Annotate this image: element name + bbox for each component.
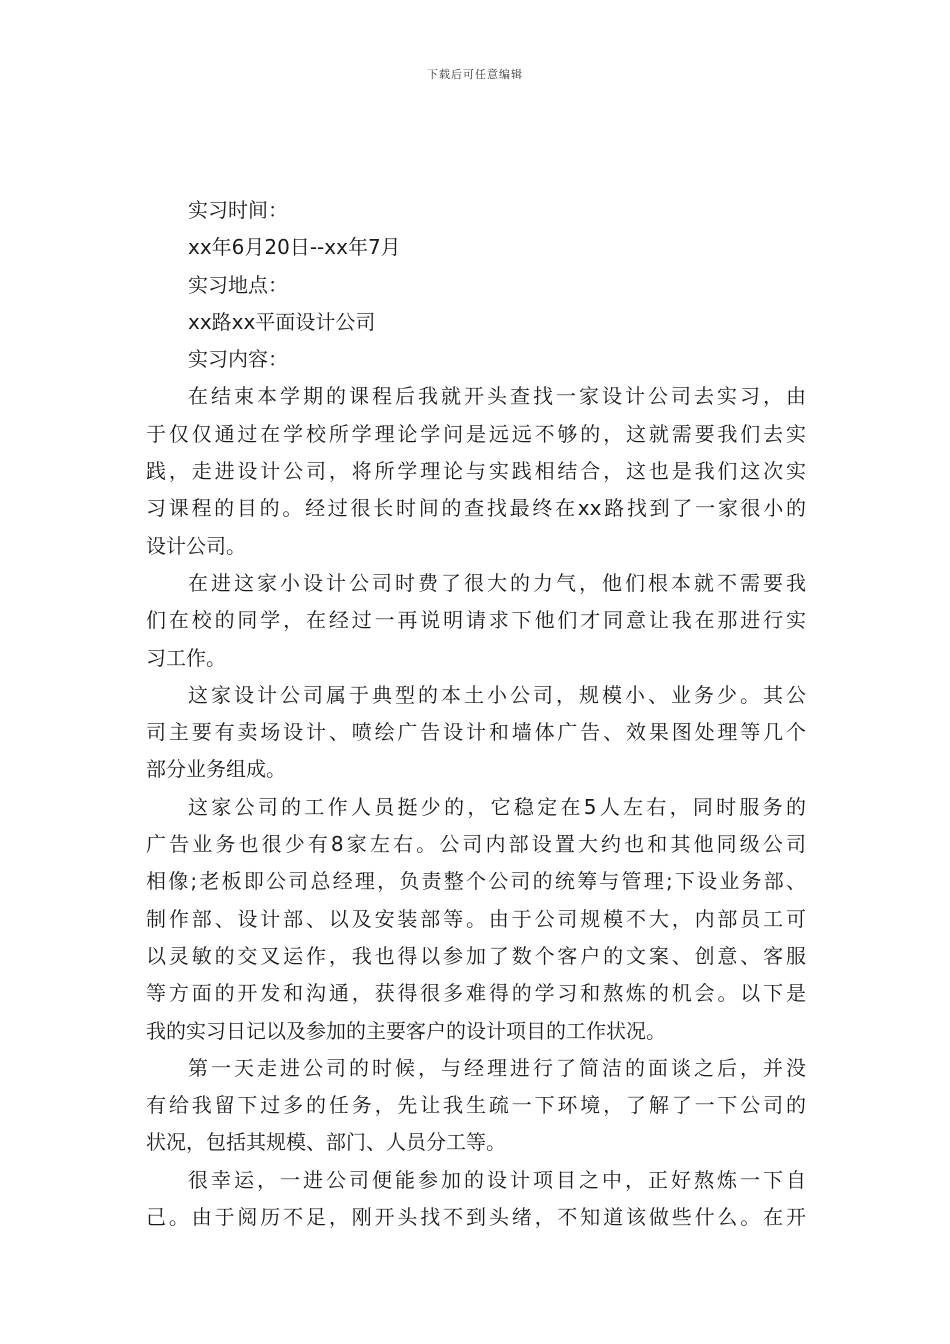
text-line: 习课程的目的。经过很长时间的查找最终在xx路找到了一家很小的 <box>146 496 806 521</box>
page-header: 下载后可任意编辑 <box>427 68 523 81</box>
text-line: 实习内容： <box>188 347 288 372</box>
text-line: 部分业务组成。 <box>146 757 286 782</box>
text-line: 制作部、设计部、以及安装部等。由于公司规模不大，内部员工可 <box>146 906 806 931</box>
text-line: 司主要有卖场设计、喷绘广告设计和墙体广告、效果图处理等几个 <box>146 720 806 745</box>
text-line: xx年6月20日--xx年7月 <box>188 235 401 260</box>
text-line: 于仅仅通过在学校所学理论学问是远远不够的，这就需要我们去实 <box>146 421 806 446</box>
text-line: 践，走进设计公司，将所学理论与实践相结合，这也是我们这次实 <box>146 459 806 484</box>
text-line: 设计公司。 <box>146 533 246 558</box>
text-line: 在结束本学期的课程后我就开头查找一家设计公司去实习，由 <box>188 384 806 409</box>
text-line: 我的实习日记以及参加的主要客户的设计项目的工作状况。 <box>146 1018 666 1043</box>
text-line: 以灵敏的交叉运作，我也得以参加了数个客户的文案、创意、客服 <box>146 943 806 968</box>
text-line: 第一天走进公司的时候，与经理进行了简洁的面谈之后，并没 <box>188 1055 806 1080</box>
text-line: 状况，包括其规模、部门、人员分工等。 <box>146 1130 506 1155</box>
text-line: 相像;老板即公司总经理，负责整个公司的统筹与管理;下设业务部、 <box>146 869 806 894</box>
text-line: 实习时间： <box>188 198 288 222</box>
text-line: 广告业务也很少有8家左右。公司内部设置大约也和其他同级公司 <box>146 832 806 857</box>
text-line: 有给我留下过多的任务，先让我生疏一下环境，了解了一下公司的 <box>146 1093 806 1118</box>
text-line: xx路xx平面设计公司 <box>188 309 376 334</box>
text-line: 这家公司的工作人员挺少的，它稳定在5人左右，同时服务的 <box>188 794 806 819</box>
text-line: 等方面的开发和沟通，获得很多难得的学习和熬炼的机会。以下是 <box>146 981 806 1006</box>
document-body <box>146 192 806 1236</box>
text-line: 们在校的同学，在经过一再说明请求下他们才同意让我在那进行实 <box>146 608 806 633</box>
text-line: 习工作。 <box>146 645 226 670</box>
text-line: 己。由于阅历不足，刚开头找不到头绪，不知道该做些什么。在开 <box>146 1205 806 1230</box>
text-line: 实习地点： <box>188 272 288 297</box>
text-line: 在进这家小设计公司时费了很大的力气，他们根本就不需要我 <box>188 570 806 595</box>
text-line: 这家设计公司属于典型的本土小公司，规模小、业务少。其公 <box>188 682 806 707</box>
text-line: 很幸运，一进公司便能参加的设计项目之中，正好熬炼一下自 <box>188 1167 806 1192</box>
